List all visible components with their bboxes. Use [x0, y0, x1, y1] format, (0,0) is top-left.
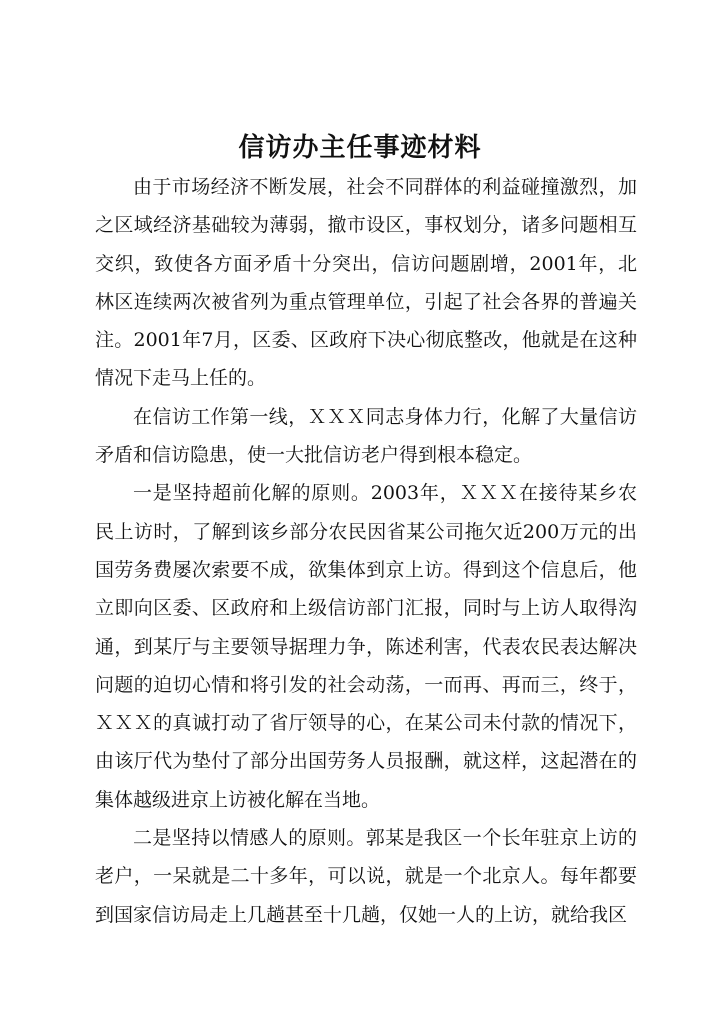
paragraph-principle-one: 一是坚持超前化解的原则。2003年，ＸＸＸ在接待某乡农民上访时，了解到该乡部分农民因省某公司拖欠近200万元的出国劳务费屡次索要不成，欲集体到京上访。得到这个信息后，他立即向区委、区政府和上级信访部门汇报，同时与上访人取得沟通，到某厅与主要领导据理力争，陈述利害，代表农民表达解决问题的迫切心情和将引发的社会动荡，一而再、再而三，终于，ＸＸＸ的真诚打动了省厅领导的心，在某公司未付款的情况下，由该厅代为垫付了部分出国劳务人员报酬，就这样，这起潜在的集体越级进京上访被化解在当地。 — [95, 482, 637, 811]
document-body — [95, 168, 637, 934]
paragraph-intro: 由于市场经济不断发展，社会不同群体的利益碰撞激烈，加之区域经济基础较为薄弱，撤市设区，事权划分，诸多问题相互交织，致使各方面矛盾十分突出，信访问题剧增，2001年，北林区连续两次被省列为重点管理单位，引起了社会各界的普遍关注。2001年7月，区委、区政府下决心彻底整改，他就是在这种情况下走马上任的。 — [95, 176, 637, 390]
paragraph-principle-two: 二是坚持以情感人的原则。郭某是我区一个长年驻京上访的老户，一呆就是二十多年，可以说，就是一个北京人。每年都要到国家信访局走上几趟甚至十几趟，仅她一人的上访，就给我区 — [95, 827, 637, 926]
document-title: 信访办主任事迹材料 — [238, 133, 482, 163]
paragraph-frontline: 在信访工作第一线，ＸＸＸ同志身体力行，化解了大量信访矛盾和信访隐患，使一大批信访老户得到根本稳定。 — [95, 405, 637, 467]
